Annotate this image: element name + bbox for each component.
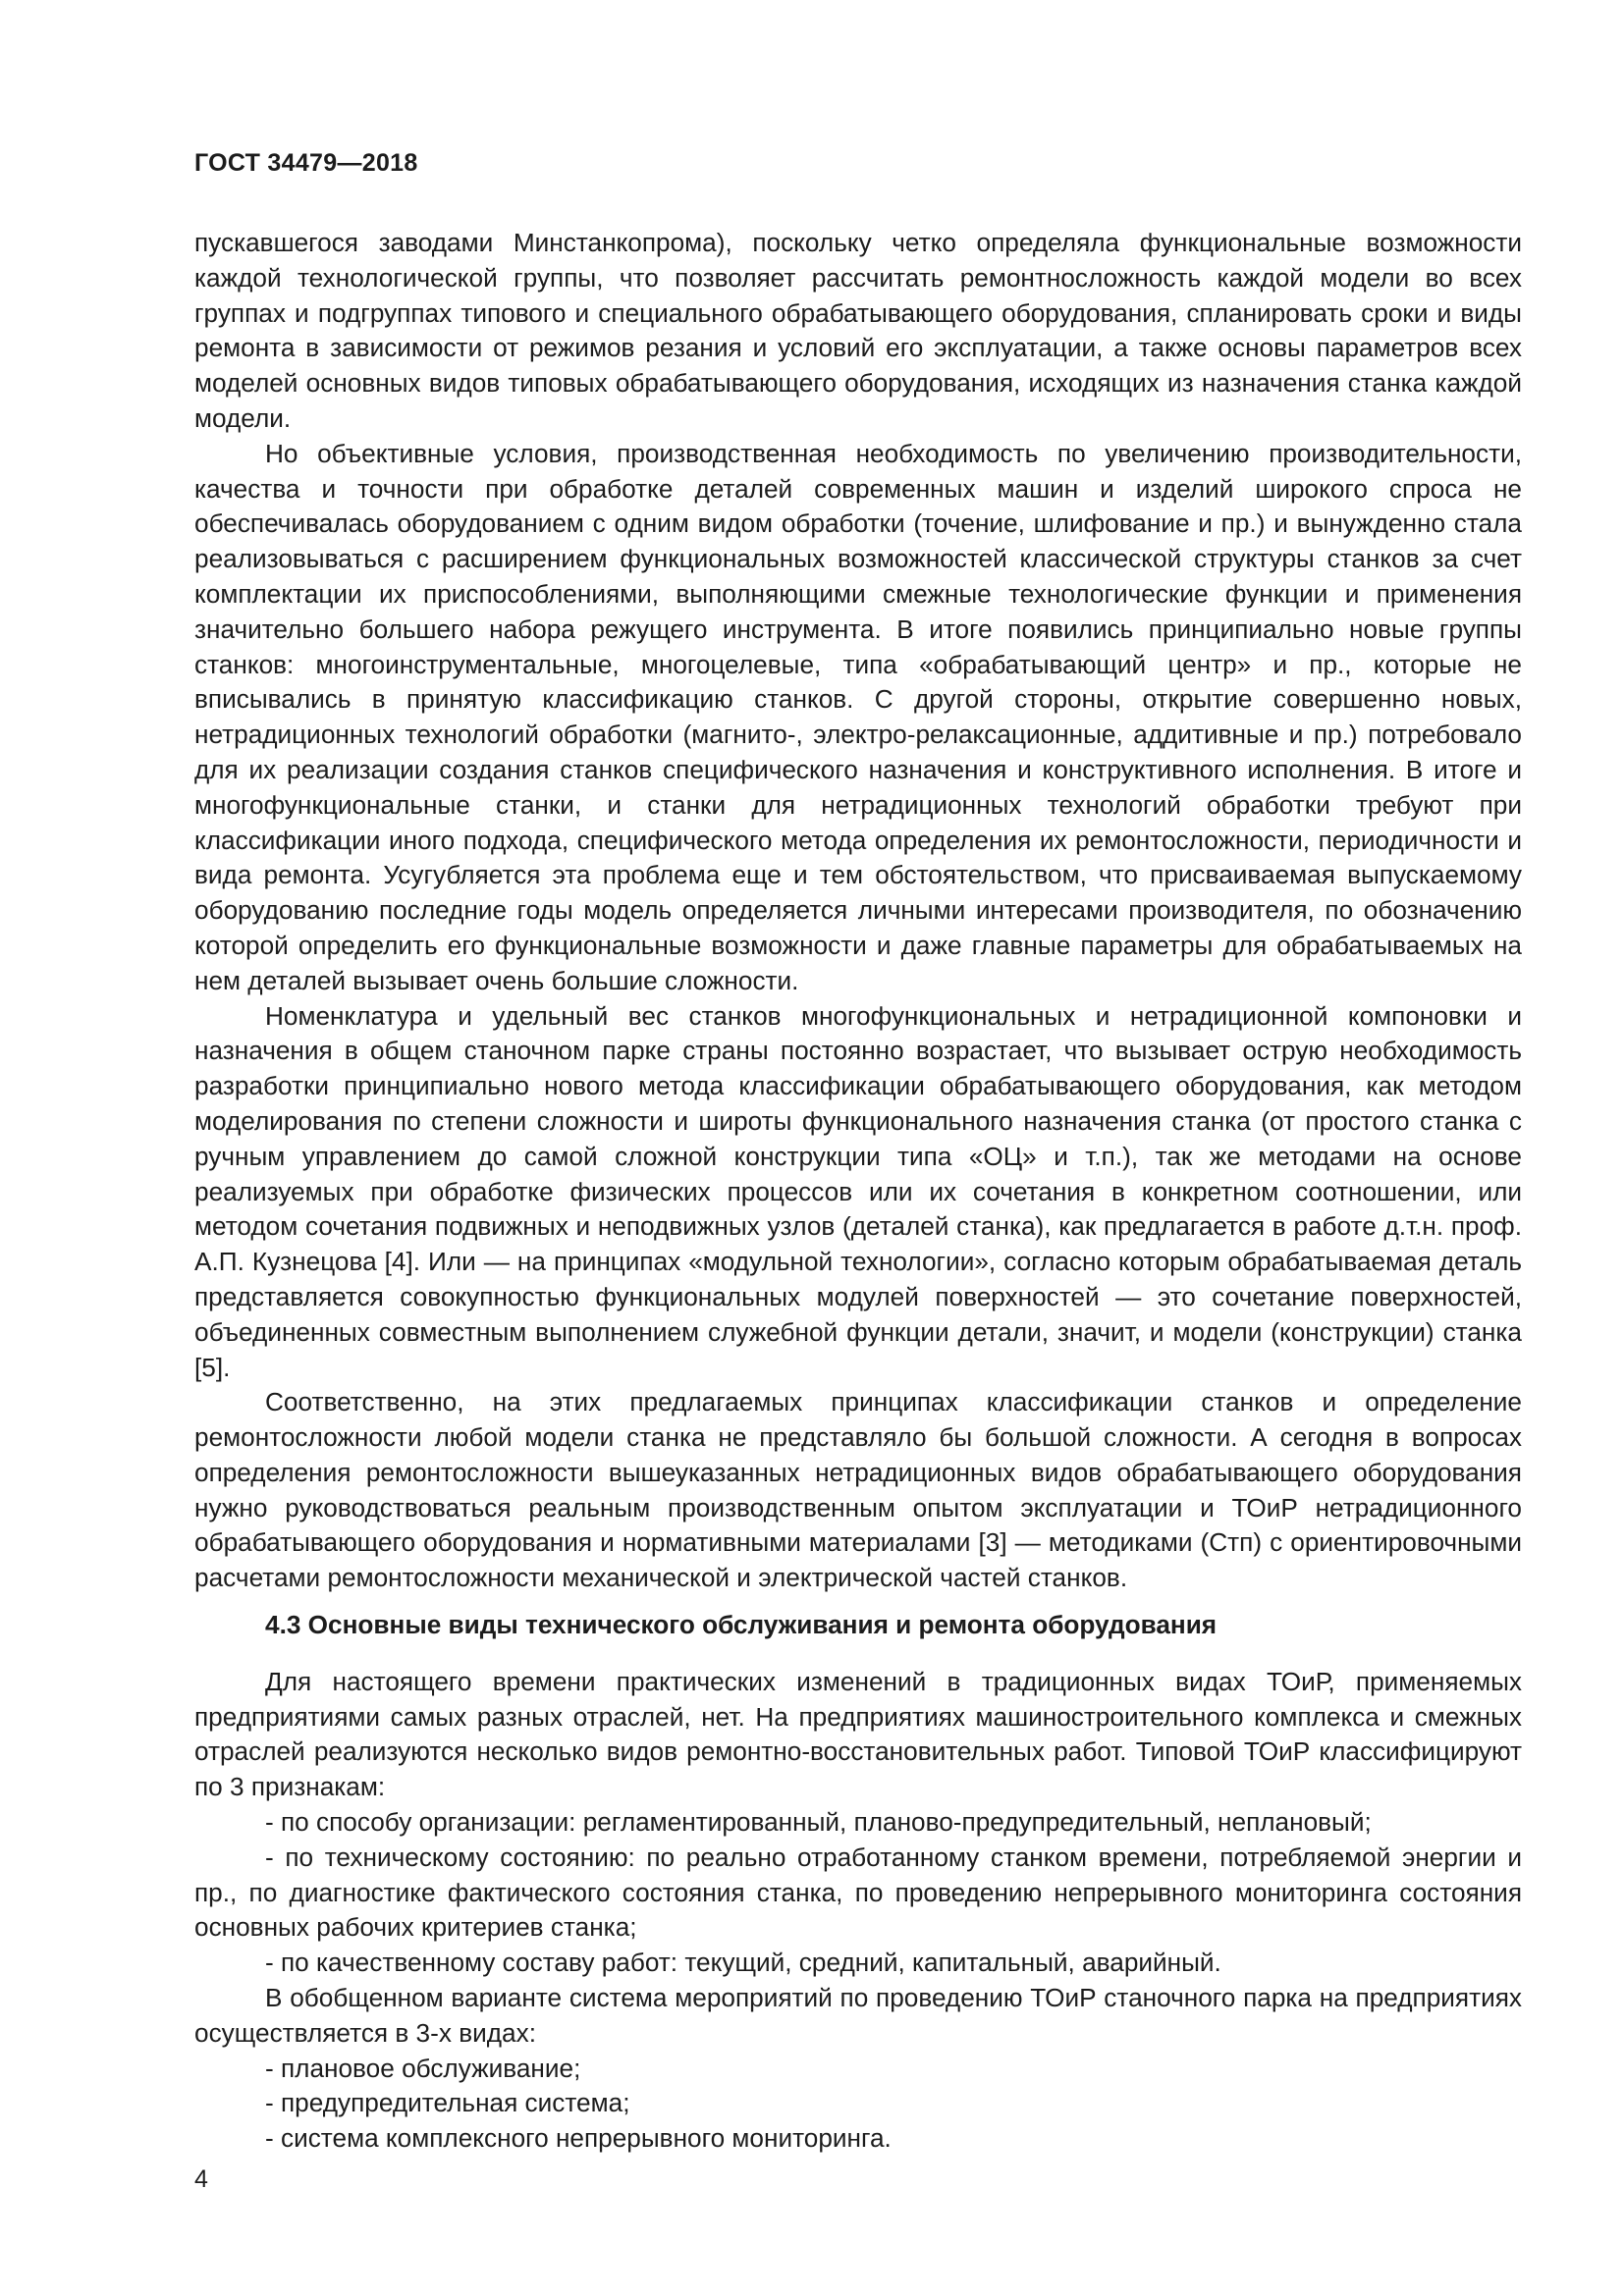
section-heading: 4.3 Основные виды технического обслуживания и ремонта оборудования (265, 1610, 1218, 1640)
page-body (194, 226, 1522, 2157)
paragraph: Но объективные условия, производственная необходимость по увеличению производительности, качества и точности при обработке деталей современных машин и изделий широкого спроса не обеспечивалась оборудованием с одним видом обработки (точение, шлифование и пр.) и вынужденно стала реализовываться с расширением функциональных возможностей классической структуры станков за счет комплектации их приспособлениями, выполняющими смежные технологические функции и применения значительно большего набора режущего инструмента. В итоге появились принципиально новые группы станков: многоинструментальные, многоцелевые, типа «обрабатывающий центр» и пр., которые не вписывались в принятую классификацию станков. С другой стороны, открытие совершенно новых, нетрадиционных технологий обработки (магнито-, электро-релаксационные, аддитивные и пр.) потребовало для их реализации создания станков специфического назначения и конструктивного исполнения. В итоге и многофункциональные станки, и станки для нетрадиционных технологий обработки требуют при классификации иного подхода, специфического метода определения их ремонтосложности, периодичности и вида ремонта. Усугубляется эта проблема еще и тем обстоятельством, что присваиваемая выпускаемому оборудованию последние годы модель определяется личными интересами производителя, по обозначению которой определить его функциональные возможности и даже главные параметры для обрабатываемых на нем деталей вызывает очень большие сложности. (194, 438, 1522, 995)
paragraph: Номенклатура и удельный вес станков многофункциональных и нетрадиционной компоновки и назначения в общем станочном парке страны постоянно возрастает, что вызывает острую необходимость разработки принципиально нового метода классификации обрабатывающего оборудования, как методом моделирования по степени сложности и широты функционального назначения станка (от простого станка с ручным управлением до самой сложной конструкции типа «ОЦ» и т.п.), так же методами на основе реализуемых при обработке физических процессов или их сочетания в конкретном соотношении, или методом сочетания подвижных и неподвижных узлов (деталей станка), как предлагается в работе д.т.н. проф. А.П. Кузнецова [4]. Или — на принципах «модульной технологии», согласно которым обрабатываемая деталь представляется совокупностью функциональных модулей поверхностей — это сочетание поверхностей, объединенных совместным выполнением служебной функции детали, значит, и модели (конструкции) станка [5]. (194, 1000, 1522, 1382)
list-item: - по качественному составу работ: текущий, средний, капитальный, аварийный. (265, 1948, 1221, 1978)
list-item: - по техническому состоянию: по реально отработанному станком времени, потребляемой энергии и пр., по диагностике фактического состояния станка, по проведению непрерывного мониторинга состояния основных рабочих критериев станка; (194, 1842, 1522, 1943)
paragraph: В обобщенном варианте система мероприятий по проведению ТОиР станочного парка на предприятиях осуществляется в 3-х видах: (194, 1983, 1522, 2048)
paragraph-continuation: пускавшегося заводами Минстанкопрома), поскольку четко определяла функциональные возможности каждой технологической группы, что позволяет рассчитать ремонтносложность каждой модели во всех группах и подгруппах типового и специального обрабатывающего оборудования, спланировать сроки и виды ремонта в зависимости от режимов резания и условий его эксплуатации, а также основы параметров всех моделей основных видов типовых обрабатывающего оборудования, исходящих из назначения станка каждой модели. (194, 228, 1522, 433)
list-item: - предупредительная система; (265, 2088, 630, 2118)
list-item: - плановое обслуживание; (265, 2053, 581, 2083)
paragraph: Соответственно, на этих предлагаемых принципах классификации станков и определение ремонтосложности любой модели станка не представляло бы большой сложности. А сегодня в вопросах определения ремонтосложности вышеуказанных нетрадиционных видов обрабатывающего оборудования нужно руководствоваться реальным производственным опытом эксплуатации и ТОиР нетрадиционного обрабатывающего оборудования и нормативными материалами [3] — методиками (Стп) с ориентировочными расчетами ремонтосложности механической и электрической частей станков. (194, 1387, 1522, 1593)
document-header: ГОСТ 34479—2018 (194, 149, 418, 177)
list-item: - по способу организации: регламентированный, планово-предупредительный, неплановый; (265, 1807, 1372, 1838)
paragraph: Для настоящего времени практических изменений в традиционных видах ТОиР, применяемых предприятиями самых разных отраслей, нет. На предприятиях машиностроительного комплекса и смежных отраслей реализуются несколько видов ремонтно-восстановительных работ. Типовой ТОиР классифицируют по 3 признакам: (194, 1666, 1522, 1802)
list-item: - система комплексного непрерывного мониторинга. (265, 2123, 892, 2154)
page-number: 4 (194, 2165, 208, 2193)
